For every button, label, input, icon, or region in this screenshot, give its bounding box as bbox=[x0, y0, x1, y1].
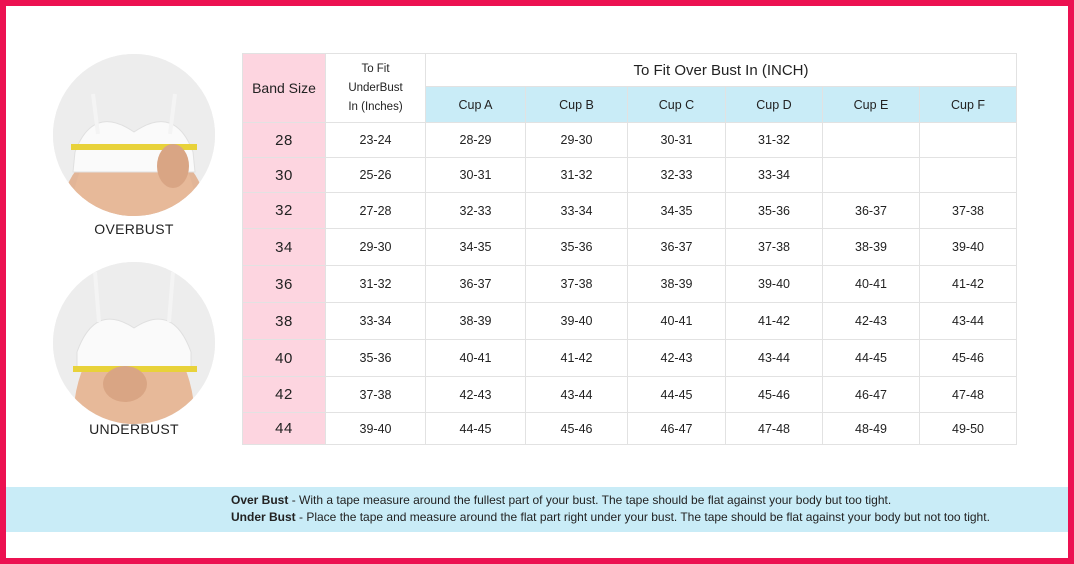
cup-header-c: Cup C bbox=[628, 87, 726, 123]
cup-cell: 45-46 bbox=[726, 377, 823, 413]
underbust-cell: 31-32 bbox=[326, 266, 426, 303]
cup-cell: 39-40 bbox=[920, 229, 1017, 266]
table-row bbox=[243, 193, 1017, 229]
cup-cell: 45-46 bbox=[526, 413, 628, 445]
table-row bbox=[243, 158, 1017, 193]
underbust-cell: 33-34 bbox=[326, 303, 426, 340]
cup-cell: 36-37 bbox=[628, 229, 726, 266]
size-table bbox=[242, 53, 1017, 445]
cup-cell: 49-50 bbox=[920, 413, 1017, 445]
cup-cell: 42-43 bbox=[823, 303, 920, 340]
underbust-caption: UNDERBUST bbox=[89, 421, 179, 437]
cup-header-f: Cup F bbox=[920, 87, 1017, 123]
cup-header-d: Cup D bbox=[726, 87, 823, 123]
cup-cell: 36-37 bbox=[426, 266, 526, 303]
cup-cell bbox=[823, 158, 920, 193]
cup-cell: 43-44 bbox=[920, 303, 1017, 340]
cup-cell bbox=[920, 158, 1017, 193]
cup-cell: 29-30 bbox=[526, 123, 628, 158]
cup-cell: 46-47 bbox=[823, 377, 920, 413]
band-size-cell: 30 bbox=[243, 158, 326, 193]
overbust-note bbox=[231, 493, 891, 507]
band-size-cell: 38 bbox=[243, 303, 326, 340]
cup-cell: 38-39 bbox=[823, 229, 920, 266]
cup-cell: 38-39 bbox=[426, 303, 526, 340]
underbust-header-line1: To Fit bbox=[361, 62, 390, 75]
cup-cell: 37-38 bbox=[526, 266, 628, 303]
cup-cell: 41-42 bbox=[920, 266, 1017, 303]
cup-cell: 39-40 bbox=[726, 266, 823, 303]
cup-cell bbox=[920, 123, 1017, 158]
cup-cell: 31-32 bbox=[726, 123, 823, 158]
cup-cell: 34-35 bbox=[426, 229, 526, 266]
cup-cell: 34-35 bbox=[628, 193, 726, 229]
cup-cell: 47-48 bbox=[726, 413, 823, 445]
band-size-header: Band Size bbox=[243, 54, 326, 123]
underbust-note-label: Under Bust bbox=[231, 510, 296, 524]
cup-cell: 41-42 bbox=[726, 303, 823, 340]
overbust-photo bbox=[53, 54, 215, 216]
underbust-header-line2: UnderBust bbox=[348, 81, 403, 94]
underbust-cell: 39-40 bbox=[326, 413, 426, 445]
table-row bbox=[243, 266, 1017, 303]
underbust-cell: 29-30 bbox=[326, 229, 426, 266]
overbust-note-text: - With a tape measure around the fullest part of your bust. The tape should be flat against your body but too tight. bbox=[288, 493, 892, 507]
underbust-note-text: - Place the tape and measure around the flat part right under your bust. The tape should be flat against your body but not too tight. bbox=[295, 510, 990, 524]
cup-cell: 32-33 bbox=[628, 158, 726, 193]
underbust-header bbox=[326, 54, 426, 123]
band-size-cell: 28 bbox=[243, 123, 326, 158]
table-row bbox=[243, 340, 1017, 377]
underbust-cell: 23-24 bbox=[326, 123, 426, 158]
cup-cell: 42-43 bbox=[426, 377, 526, 413]
band-size-cell: 36 bbox=[243, 266, 326, 303]
cup-header-e: Cup E bbox=[823, 87, 920, 123]
cup-cell: 45-46 bbox=[920, 340, 1017, 377]
band-size-cell: 32 bbox=[243, 193, 326, 229]
cup-cell: 47-48 bbox=[920, 377, 1017, 413]
cup-cell bbox=[823, 123, 920, 158]
cup-cell: 30-31 bbox=[426, 158, 526, 193]
cup-cell: 33-34 bbox=[526, 193, 628, 229]
cup-cell: 38-39 bbox=[628, 266, 726, 303]
cup-cell: 32-33 bbox=[426, 193, 526, 229]
cup-cell: 40-41 bbox=[426, 340, 526, 377]
cup-cell: 33-34 bbox=[726, 158, 823, 193]
cup-cell: 41-42 bbox=[526, 340, 628, 377]
cup-cell: 43-44 bbox=[526, 377, 628, 413]
band-size-cell: 34 bbox=[243, 229, 326, 266]
band-size-cell: 40 bbox=[243, 340, 326, 377]
cup-cell: 35-36 bbox=[526, 229, 628, 266]
cup-cell: 46-47 bbox=[628, 413, 726, 445]
underbust-cell: 25-26 bbox=[326, 158, 426, 193]
cup-cell: 37-38 bbox=[726, 229, 823, 266]
band-size-cell: 42 bbox=[243, 377, 326, 413]
cup-cell: 40-41 bbox=[628, 303, 726, 340]
cup-cell: 42-43 bbox=[628, 340, 726, 377]
cup-cell: 28-29 bbox=[426, 123, 526, 158]
cup-cell: 43-44 bbox=[726, 340, 823, 377]
cup-cell: 37-38 bbox=[920, 193, 1017, 229]
underbust-photo bbox=[53, 262, 215, 424]
band-size-cell: 44 bbox=[243, 413, 326, 445]
cup-cell: 36-37 bbox=[823, 193, 920, 229]
cup-cell: 44-45 bbox=[823, 340, 920, 377]
table-row bbox=[243, 229, 1017, 266]
table-row bbox=[243, 377, 1017, 413]
table-row bbox=[243, 413, 1017, 445]
cup-header-a: Cup A bbox=[426, 87, 526, 123]
overbust-header: To Fit Over Bust In (INCH) bbox=[426, 54, 1017, 87]
cup-cell: 39-40 bbox=[526, 303, 628, 340]
underbust-note bbox=[231, 510, 990, 524]
cup-cell: 44-45 bbox=[628, 377, 726, 413]
overbust-caption: OVERBUST bbox=[94, 221, 174, 237]
cup-cell: 30-31 bbox=[628, 123, 726, 158]
underbust-cell: 27-28 bbox=[326, 193, 426, 229]
cup-cell: 40-41 bbox=[823, 266, 920, 303]
underbust-cell: 35-36 bbox=[326, 340, 426, 377]
underbust-header-line3: In (Inches) bbox=[348, 100, 403, 113]
size-rows bbox=[243, 123, 1017, 445]
table-row bbox=[243, 123, 1017, 158]
cup-cell: 35-36 bbox=[726, 193, 823, 229]
overbust-note-label: Over Bust bbox=[231, 493, 289, 507]
cup-cell: 31-32 bbox=[526, 158, 628, 193]
underbust-cell: 37-38 bbox=[326, 377, 426, 413]
measurement-notes bbox=[6, 487, 1068, 532]
table-row bbox=[243, 303, 1017, 340]
cup-cell: 44-45 bbox=[426, 413, 526, 445]
cup-header-b: Cup B bbox=[526, 87, 628, 123]
cup-cell: 48-49 bbox=[823, 413, 920, 445]
